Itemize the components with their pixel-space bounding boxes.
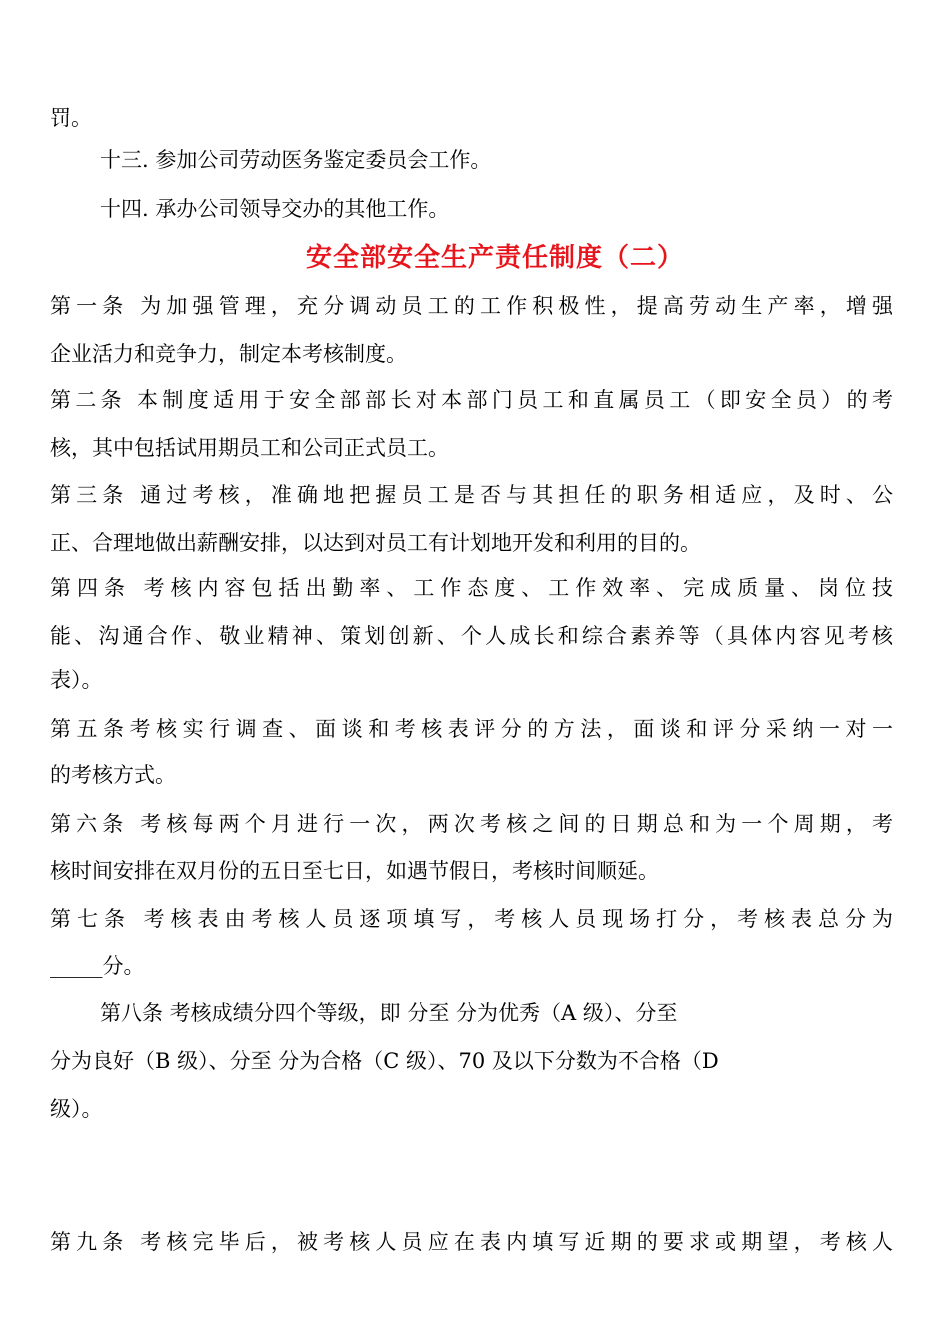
article-6-line-2: 核时间安排在双月份的五日至七日，如遇节假日，考核时间顺延。 (50, 859, 659, 883)
duty-item-14: 十四. 承办公司领导交办的其他工作。 (100, 197, 450, 221)
article-1-line-2: 企业活力和竞争力，制定本考核制度。 (50, 342, 407, 366)
article-9-line-1: 第九条 考核完毕后，被考核人员应在表内填写近期的要求或期望，考核人 (50, 1230, 893, 1254)
article-8-line-2: 分为良好（B 级）、分至 分为合格（C 级）、70 及以下分数为不合格（D (50, 1049, 719, 1073)
article-5-line-2: 的考核方式。 (50, 763, 176, 787)
article-2-line-1: 第二条 本制度适用于安全部部长对本部门员工和直属员工（即安全员）的考 (50, 388, 893, 412)
article-4-line-1: 第四条 考核内容包括出勤率、工作态度、工作效率、完成质量、岗位技 (50, 576, 893, 600)
article-2-line-2: 核，其中包括试用期员工和公司正式员工。 (50, 436, 449, 460)
article-8-line-3: 级）。 (50, 1097, 103, 1121)
article-3-line-2: 正、合理地做出薪酬安排，以达到对员工有计划地开发和利用的目的。 (50, 531, 701, 555)
article-8-line-1: 第八条 考核成绩分四个等级，即 分至 分为优秀（A 级）、分至 (100, 1001, 678, 1025)
article-4-line-2: 能、沟通合作、敬业精神、策划创新、个人成长和综合素养等（具体内容见考核 (50, 624, 893, 648)
section-title: 安全部安全生产责任制度（二） (305, 243, 684, 273)
previous-section-tail: 罚。 (50, 106, 92, 130)
article-3-line-1: 第三条 通过考核，准确地把握员工是否与其担任的职务相适应，及时、公 (50, 483, 893, 507)
article-1-line-1: 第一条 为加强管理，充分调动员工的工作积极性，提高劳动生产率，增强 (50, 294, 893, 318)
article-7-line-2: _____分。 (50, 954, 145, 978)
article-5-line-1: 第五条考核实行调查、面谈和考核表评分的方法，面谈和评分采纳一对一 (50, 717, 893, 741)
article-6-line-1: 第六条 考核每两个月进行一次，两次考核之间的日期总和为一个周期，考 (50, 812, 893, 836)
article-4-line-3: 表）。 (50, 668, 103, 692)
duty-item-13: 十三. 参加公司劳动医务鉴定委员会工作。 (100, 148, 492, 172)
article-7-line-1: 第七条 考核表由考核人员逐项填写，考核人员现场打分，考核表总分为 (50, 907, 893, 931)
